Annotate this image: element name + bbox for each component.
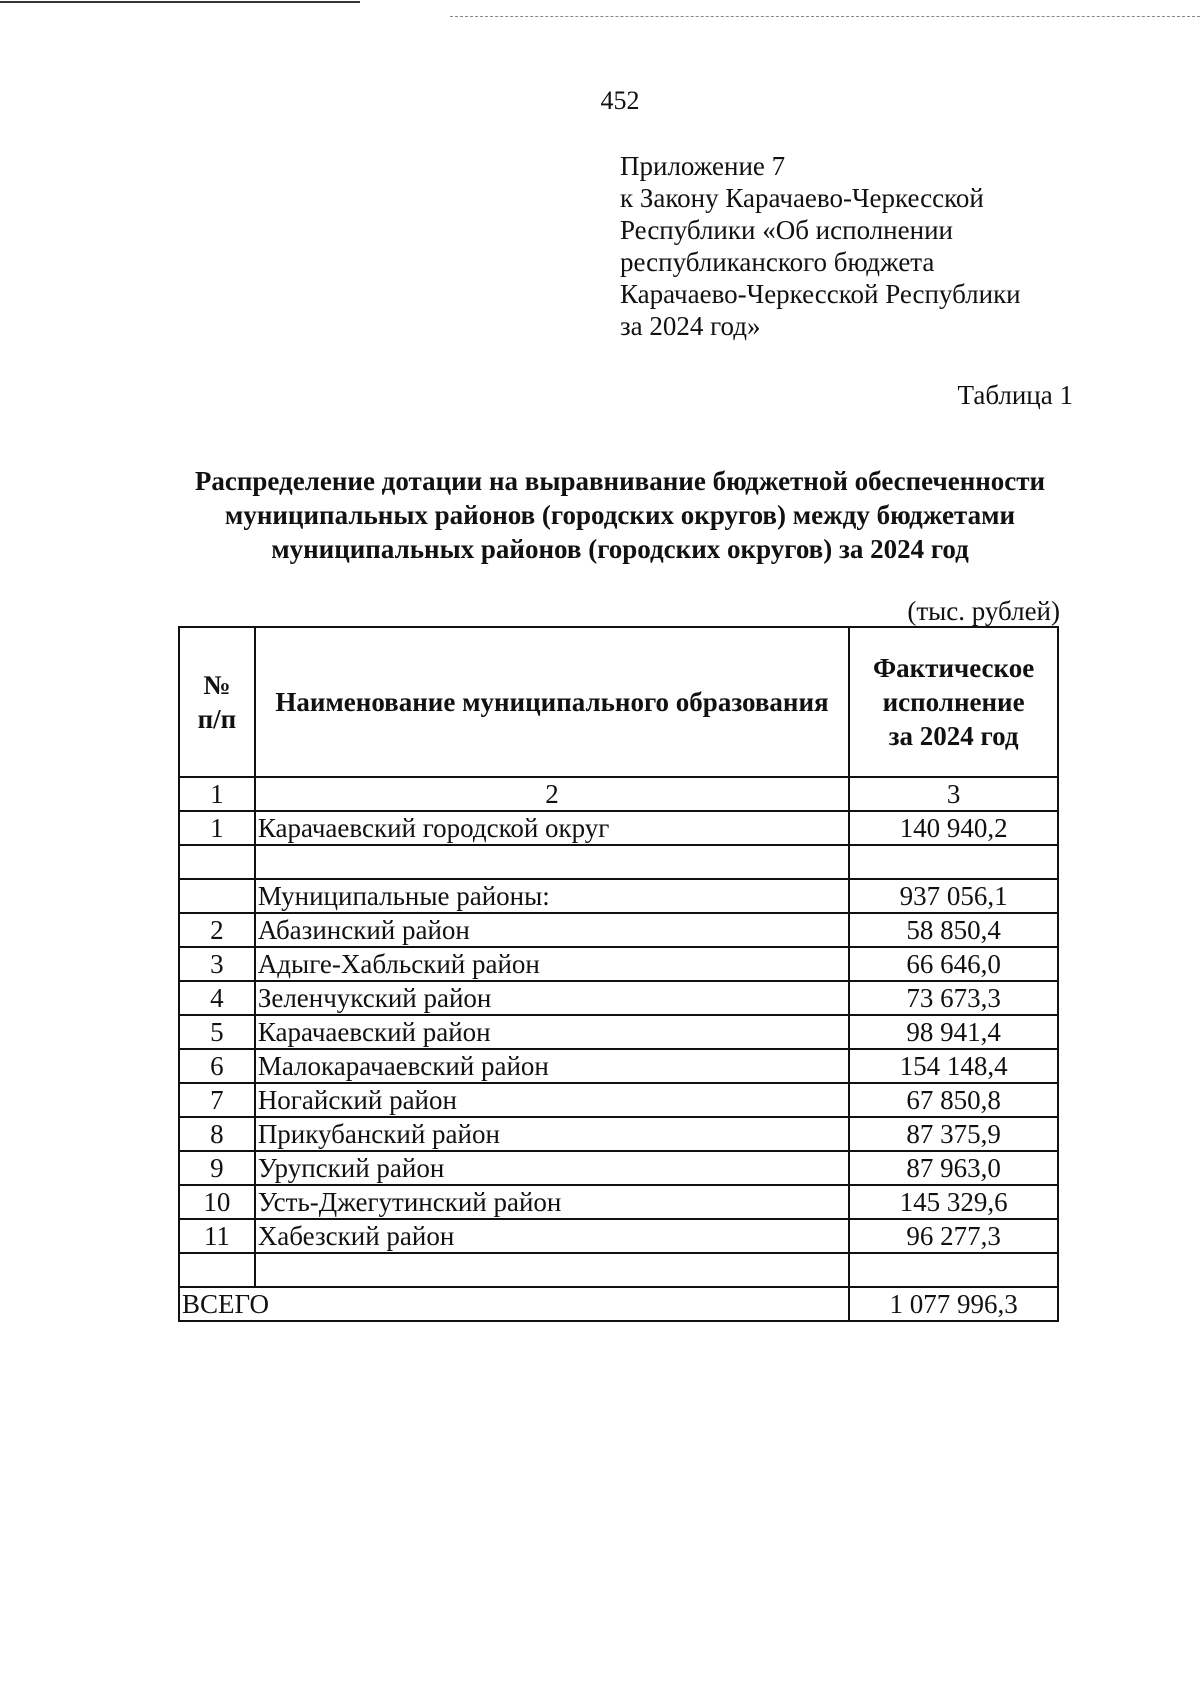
appendix-line: за 2024 год» xyxy=(620,311,761,341)
row-value xyxy=(849,845,1058,879)
column-number: 2 xyxy=(255,777,849,811)
table-label: Таблица 1 xyxy=(957,380,1073,410)
row-number xyxy=(179,1253,255,1287)
row-name: Карачаевский городской округ xyxy=(255,811,849,845)
row-number xyxy=(179,879,255,913)
row-number: 8 xyxy=(179,1117,255,1151)
total-row xyxy=(179,1287,1058,1321)
row-name: Адыге-Хабльский район xyxy=(255,947,849,981)
row-name: Карачаевский район xyxy=(255,1015,849,1049)
row-value: 87 963,0 xyxy=(849,1151,1058,1185)
row-value: 96 277,3 xyxy=(849,1219,1058,1253)
column-number: 1 xyxy=(179,777,255,811)
document-title xyxy=(150,464,1090,566)
title-line: муниципальных районов (городских округов) за 2024 год xyxy=(271,534,969,564)
row-value: 58 850,4 xyxy=(849,913,1058,947)
table-row xyxy=(179,1015,1058,1049)
appendix-line: республиканского бюджета xyxy=(620,247,935,277)
row-value: 87 375,9 xyxy=(849,1117,1058,1151)
header-number: № п/п xyxy=(179,627,255,777)
row-number: 1 xyxy=(179,811,255,845)
total-label: ВСЕГО xyxy=(179,1287,849,1321)
row-number: 6 xyxy=(179,1049,255,1083)
table-row xyxy=(179,1151,1058,1185)
page-number: 452 xyxy=(600,86,640,115)
appendix-line: к Закону Карачаево-Черкесской xyxy=(620,183,984,213)
row-number: 9 xyxy=(179,1151,255,1185)
column-number: 3 xyxy=(849,777,1058,811)
appendix-line: Республики «Об исполнении xyxy=(620,215,953,245)
title-line: муниципальных районов (городских округов) между бюджетами xyxy=(224,500,1016,530)
table-row xyxy=(179,1185,1058,1219)
row-name: Урупский район xyxy=(255,1151,849,1185)
row-value: 154 148,4 xyxy=(849,1049,1058,1083)
table-row xyxy=(179,1253,1058,1287)
row-number xyxy=(179,845,255,879)
header-name: Наименование муниципального образования xyxy=(255,627,849,777)
row-number: 2 xyxy=(179,913,255,947)
row-name: Хабезский район xyxy=(255,1219,849,1253)
table-row xyxy=(179,811,1058,845)
row-name: Прикубанский район xyxy=(255,1117,849,1151)
row-value: 98 941,4 xyxy=(849,1015,1058,1049)
table-row xyxy=(179,1219,1058,1253)
row-name: Зеленчукский район xyxy=(255,981,849,1015)
table-row xyxy=(179,879,1058,913)
row-number: 7 xyxy=(179,1083,255,1117)
budget-table xyxy=(178,626,1059,1322)
table-row xyxy=(179,913,1058,947)
appendix-line: Приложение 7 xyxy=(620,151,786,181)
table-row xyxy=(179,1083,1058,1117)
table-row xyxy=(179,981,1058,1015)
appendix-line: Карачаево-Черкесской Республики xyxy=(620,279,1021,309)
table-header-row xyxy=(179,627,1058,777)
title-line: Распределение дотации на выравнивание бюджетной обеспеченности xyxy=(194,466,1046,496)
row-value: 66 646,0 xyxy=(849,947,1058,981)
row-value: 73 673,3 xyxy=(849,981,1058,1015)
row-value: 937 056,1 xyxy=(849,879,1058,913)
appendix-note xyxy=(620,150,1021,342)
table-row xyxy=(179,1117,1058,1151)
row-number: 10 xyxy=(179,1185,255,1219)
row-name xyxy=(255,845,849,879)
table-row xyxy=(179,1049,1058,1083)
row-name: Муниципальные районы: xyxy=(255,879,849,913)
row-name: Абазинский район xyxy=(255,913,849,947)
row-number: 3 xyxy=(179,947,255,981)
scan-edge-top-left xyxy=(0,1,360,3)
table-row xyxy=(179,845,1058,879)
row-name: Малокарачаевский район xyxy=(255,1049,849,1083)
scan-edge-top-right xyxy=(450,16,1200,17)
header-execution: Фактическое исполнение за 2024 год xyxy=(849,627,1058,777)
row-name xyxy=(255,1253,849,1287)
row-number: 5 xyxy=(179,1015,255,1049)
row-value: 145 329,6 xyxy=(849,1185,1058,1219)
row-value: 67 850,8 xyxy=(849,1083,1058,1117)
row-value xyxy=(849,1253,1058,1287)
row-value: 140 940,2 xyxy=(849,811,1058,845)
row-name: Ногайский район xyxy=(255,1083,849,1117)
row-number: 11 xyxy=(179,1219,255,1253)
column-numbering-row xyxy=(179,777,1058,811)
row-number: 4 xyxy=(179,981,255,1015)
table-row xyxy=(179,947,1058,981)
total-value: 1 077 996,3 xyxy=(849,1287,1058,1321)
units-label: (тыс. рублей) xyxy=(907,596,1060,626)
row-name: Усть-Джегутинский район xyxy=(255,1185,849,1219)
